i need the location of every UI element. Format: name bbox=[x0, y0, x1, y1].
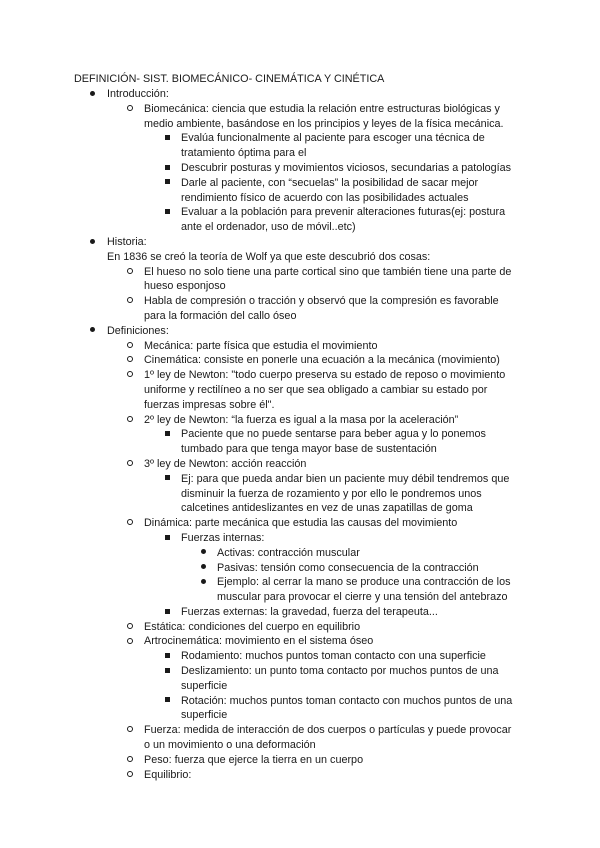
list-item-level-2 bbox=[0, 768, 520, 783]
bullet-icon bbox=[161, 131, 173, 146]
list-item-level-2 bbox=[0, 723, 520, 753]
list-item-level-3 bbox=[0, 131, 521, 161]
list-item-level-4 bbox=[0, 546, 522, 561]
bullet-icon bbox=[124, 723, 136, 738]
bullet-icon bbox=[124, 634, 136, 649]
bullet-icon bbox=[86, 324, 98, 339]
list-item-level-3 bbox=[0, 161, 521, 176]
list-item-level-2 bbox=[0, 634, 520, 649]
list-item-level-3 bbox=[0, 176, 521, 206]
list-item-level-3 bbox=[0, 531, 521, 546]
document-title: DEFINICIÓN- SIST. BIOMECÁNICO- CINEMÁTICA Y CINÉTICA bbox=[74, 73, 385, 85]
list-item-text: Evalúa funcionalmente al paciente para escoger una técnica de tratamiento óptima para el bbox=[181, 132, 485, 160]
list-item-text: Rotación: muchos puntos toman contacto con muchos puntos de una superficie bbox=[181, 694, 513, 722]
bullet-icon bbox=[124, 265, 136, 280]
list-item-text: Definiciones: bbox=[107, 324, 169, 337]
bullet-icon bbox=[124, 353, 136, 368]
list-item-text: 2º ley de Newton: “la fuerza es igual a la masa por la aceleración” bbox=[144, 413, 459, 426]
bullet-icon bbox=[124, 102, 136, 117]
bullet-icon bbox=[161, 664, 173, 679]
list-item-text: Descubrir posturas y movimientos viciosos, secundarias a patologías bbox=[181, 161, 512, 174]
list-item-text: Darle al paciente, con “secuelas” la posibilidad de sacar mejor rendimiento físico de acuerdo con las posibilidades actuales bbox=[181, 176, 479, 204]
list-item-level-1 bbox=[0, 87, 527, 102]
bullet-icon bbox=[161, 176, 173, 191]
list-item-text: Peso: fuerza que ejerce la tierra en un cuerpo bbox=[144, 753, 364, 766]
bullet-icon bbox=[124, 294, 136, 309]
list-item-level-4 bbox=[0, 561, 522, 576]
list-item-text: Cinemática: consiste en ponerle una ecuación a la mecánica (movimiento) bbox=[144, 354, 500, 367]
list-item-level-2 bbox=[0, 368, 520, 412]
bullet-icon bbox=[161, 472, 173, 487]
list-item-level-2 bbox=[0, 457, 520, 472]
bullet-icon bbox=[86, 87, 98, 102]
list-item-text: 3º ley de Newton: acción reacción bbox=[144, 457, 307, 470]
outline-list bbox=[0, 87, 600, 782]
list-item-level-2 bbox=[0, 620, 520, 635]
list-item-text: Fuerzas internas: bbox=[181, 531, 265, 544]
list-item-text: Historia: bbox=[107, 235, 147, 248]
list-item-text: Ejemplo: al cerrar la mano se produce una contracción de los muscular para provocar el cierre y una tensión del antebrazo bbox=[217, 576, 511, 604]
list-item-level-3 bbox=[0, 205, 521, 235]
list-item-text: Paciente que no puede sentarse para beber agua y lo ponemos tumbado para que tenga mayor base de sustentación bbox=[181, 428, 486, 456]
bullet-icon bbox=[124, 516, 136, 531]
list-item-text: Pasivas: tensión como consecuencia de la contracción bbox=[217, 561, 479, 574]
list-item-level-2 bbox=[0, 516, 520, 531]
bullet-icon bbox=[124, 368, 136, 383]
list-item-level-2 bbox=[0, 102, 520, 132]
list-item-text: Biomecánica: ciencia que estudia la relación entre estructuras biológicas y medio ambiente, basándose en los principios y leyes de la física mecánica. bbox=[144, 102, 504, 130]
list-item-level-3 bbox=[0, 472, 521, 516]
list-item-level-3 bbox=[0, 649, 521, 664]
list-item-level-2 bbox=[0, 294, 520, 324]
paragraph-text bbox=[0, 250, 527, 265]
list-item-level-3 bbox=[0, 664, 521, 694]
list-item-text: Artrocinemática: movimiento en el sistema óseo bbox=[144, 635, 374, 648]
list-item-text: Mecánica: parte física que estudia el movimiento bbox=[144, 339, 378, 352]
list-item-text: En 1836 se creó la teoría de Wolf ya que este descubrió dos cosas: bbox=[107, 250, 431, 263]
list-item-text: Fuerza: medida de interacción de dos cuerpos o partículas y puede provocar o un movimiento o una deformación bbox=[144, 724, 512, 752]
bullet-icon bbox=[124, 413, 136, 428]
list-item-level-1 bbox=[0, 324, 527, 339]
list-item-text: Deslizamiento: un punto toma contacto por muchos puntos de una superficie bbox=[181, 665, 499, 692]
list-item-level-3 bbox=[0, 605, 521, 620]
list-item-text: Evaluar a la población para prevenir alteraciones futuras(ej: postura ante el ordenador, uso de móvil..etc) bbox=[181, 206, 506, 234]
bullet-icon bbox=[124, 753, 136, 768]
list-item-text: Rodamiento: muchos puntos toman contacto con una superficie bbox=[181, 650, 486, 663]
list-item-level-3 bbox=[0, 694, 521, 724]
list-item-text: Activas: contracción muscular bbox=[217, 546, 360, 559]
bullet-icon bbox=[161, 649, 173, 664]
bullet-icon bbox=[124, 768, 136, 783]
list-item-level-4 bbox=[0, 575, 522, 605]
list-item-level-2 bbox=[0, 413, 520, 428]
list-item-text: Introducción: bbox=[107, 88, 169, 100]
bullet-icon bbox=[197, 561, 209, 576]
list-item-text: Habla de compresión o tracción y observó que la compresión es favorable para la formación del callo óseo bbox=[144, 295, 499, 322]
list-item-level-2 bbox=[0, 353, 520, 368]
bullet-icon bbox=[197, 575, 209, 590]
bullet-icon bbox=[124, 339, 136, 354]
bullet-icon bbox=[161, 605, 173, 620]
bullet-icon bbox=[161, 161, 173, 176]
list-item-text: Equilibrio: bbox=[144, 768, 192, 781]
list-item-level-2 bbox=[0, 753, 520, 768]
list-item-level-2 bbox=[0, 265, 520, 295]
bullet-icon bbox=[197, 546, 209, 561]
list-item-level-2 bbox=[0, 339, 520, 354]
bullet-icon bbox=[161, 427, 173, 442]
list-item-text: Estática: condiciones del cuerpo en equilibrio bbox=[144, 620, 361, 633]
list-item-text: Dinámica: parte mecánica que estudia las causas del movimiento bbox=[144, 517, 458, 530]
bullet-icon bbox=[86, 235, 98, 250]
bullet-icon bbox=[124, 620, 136, 635]
list-item-text: Fuerzas externas: la gravedad, fuerza del terapeuta... bbox=[181, 605, 438, 618]
list-item-level-3 bbox=[0, 427, 521, 457]
list-item-text: Ej: para que pueda andar bien un paciente muy débil tendremos que disminuir la fuerza de rozamiento y por ello le pondremos unos calcetines antideslizantes en vez de unas zapatillas de goma bbox=[181, 472, 510, 515]
bullet-icon bbox=[161, 694, 173, 709]
bullet-icon bbox=[161, 531, 173, 546]
bullet-icon bbox=[124, 457, 136, 472]
list-item-text: El hueso no solo tiene una parte cortical sino que también tiene una parte de hueso esponjoso bbox=[144, 265, 512, 293]
list-item-level-1 bbox=[0, 235, 527, 250]
bullet-icon bbox=[161, 205, 173, 220]
list-item-text: 1º ley de Newton: "todo cuerpo preserva su estado de reposo o movimiento uniforme y rectilíneo a no ser que sea obligado a cambiar su estado por fuerzas impresas sobre él". bbox=[144, 369, 506, 411]
